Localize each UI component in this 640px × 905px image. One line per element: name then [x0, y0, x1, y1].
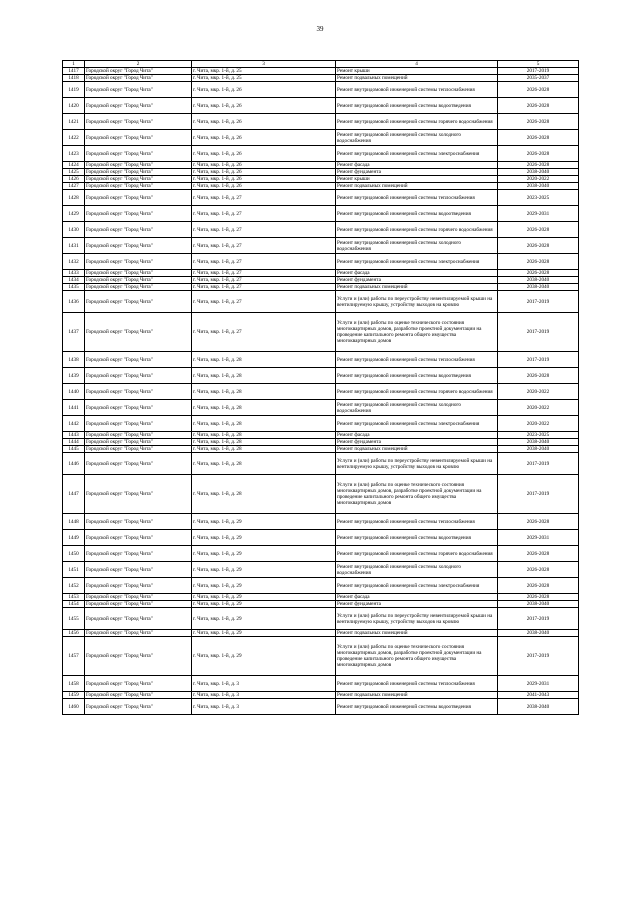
address-cell: г. Чита, мкр. 1-й, д. 27: [192, 284, 336, 291]
table-row: [63, 270, 579, 277]
municipality-cell: Городской округ "Город Чита": [85, 594, 192, 601]
address-cell: г. Чита, мкр. 1-й, д. 29: [192, 578, 336, 594]
work-type-cell: Ремонт фасада: [336, 432, 498, 439]
address-cell: г. Чита, мкр. 1-й, д. 27: [192, 222, 336, 238]
work-type-cell: Ремонт крыши: [336, 68, 498, 75]
table-row: [63, 146, 579, 162]
column-header: 2: [85, 61, 192, 68]
address-cell: г. Чита, мкр. 1-й, д. 28: [192, 432, 336, 439]
address-cell: г. Чита, мкр. 1-й, д. 28: [192, 446, 336, 453]
municipality-cell: Городской округ "Город Чита": [85, 368, 192, 384]
period-cell: 2038-2040: [498, 699, 579, 715]
table-row: [63, 206, 579, 222]
table-row: [63, 68, 579, 75]
municipality-cell: Городской округ "Город Чита": [85, 601, 192, 608]
address-cell: г. Чита, мкр. 1-й, д. 27: [192, 313, 336, 352]
address-cell: г. Чита, мкр. 1-й, д. 28: [192, 475, 336, 514]
period-cell: 2017-2019: [498, 637, 579, 676]
work-type-cell: Ремонт подвальных помещений: [336, 75, 498, 82]
address-cell: г. Чита, мкр. 1-й, д. 25: [192, 68, 336, 75]
municipality-cell: Городской округ "Город Чита": [85, 162, 192, 169]
table-row: [63, 169, 579, 176]
municipality-cell: Городской округ "Город Чита": [85, 270, 192, 277]
row-number-cell: 1453: [63, 594, 85, 601]
period-cell: 2017-2019: [498, 352, 579, 368]
period-cell: 2026-2028: [498, 98, 579, 114]
work-type-cell: Ремонт внутридомовой инженерной системы водоотведения: [336, 206, 498, 222]
row-number-cell: 1460: [63, 699, 85, 715]
row-number-cell: 1439: [63, 368, 85, 384]
address-cell: г. Чита, мкр. 1-й, д. 27: [192, 270, 336, 277]
work-type-cell: Ремонт внутридомовой инженерной системы холодного водоснабжения: [336, 238, 498, 254]
row-number-cell: 1457: [63, 637, 85, 676]
row-number-cell: 1417: [63, 68, 85, 75]
row-number-cell: 1434: [63, 277, 85, 284]
table-row: [63, 608, 579, 630]
municipality-cell: Городской округ "Город Чита": [85, 432, 192, 439]
row-number-cell: 1449: [63, 530, 85, 546]
period-cell: 2017-2019: [498, 313, 579, 352]
address-cell: г. Чита, мкр. 1-й, д. 27: [192, 206, 336, 222]
row-number-cell: 1456: [63, 630, 85, 637]
row-number-cell: 1433: [63, 270, 85, 277]
municipality-cell: Городской округ "Город Чита": [85, 608, 192, 630]
municipality-cell: Городской округ "Город Чита": [85, 637, 192, 676]
work-type-cell: Ремонт внутридомовой инженерной системы водоотведения: [336, 368, 498, 384]
municipality-cell: Городской округ "Город Чита": [85, 530, 192, 546]
address-cell: г. Чита, мкр. 1-й, д. 29: [192, 562, 336, 578]
work-type-cell: Услуги и (или) работы по оценке технического состояния многоквартирных домов, разработке проектной документации на проведение капитального ремонта общего имущества многоквартирных домов: [336, 637, 498, 676]
table-row: [63, 637, 579, 676]
address-cell: г. Чита, мкр. 1-й, д. 26: [192, 183, 336, 190]
period-cell: 2026-2028: [498, 222, 579, 238]
table-row: [63, 446, 579, 453]
row-number-cell: 1428: [63, 190, 85, 206]
table-row: [63, 222, 579, 238]
municipality-cell: Городской округ "Город Чита": [85, 578, 192, 594]
work-type-cell: Ремонт фундамента: [336, 439, 498, 446]
period-cell: 2026-2028: [498, 270, 579, 277]
work-type-cell: Ремонт внутридомовой инженерной системы электроснабжения: [336, 416, 498, 432]
municipality-cell: Городской округ "Город Чита": [85, 190, 192, 206]
table-row: [63, 594, 579, 601]
work-type-cell: Ремонт подвальных помещений: [336, 446, 498, 453]
address-cell: г. Чита, мкр. 1-й, д. 3: [192, 692, 336, 699]
column-header: 4: [336, 61, 498, 68]
municipality-cell: Городской округ "Город Чита": [85, 313, 192, 352]
table-row: [63, 514, 579, 530]
work-type-cell: Ремонт подвальных помещений: [336, 692, 498, 699]
row-number-cell: 1458: [63, 676, 85, 692]
municipality-cell: Городской округ "Город Чита": [85, 146, 192, 162]
address-cell: г. Чита, мкр. 1-й, д. 27: [192, 238, 336, 254]
period-cell: 2026-2028: [498, 162, 579, 169]
row-number-cell: 1443: [63, 432, 85, 439]
work-type-cell: Ремонт подвальных помещений: [336, 183, 498, 190]
work-type-cell: Ремонт внутридомовой инженерной системы теплоснабжения: [336, 82, 498, 98]
period-cell: 2017-2019: [498, 608, 579, 630]
period-cell: 2026-2028: [498, 238, 579, 254]
municipality-cell: Городской округ "Город Чита": [85, 384, 192, 400]
table-body: [63, 61, 579, 715]
row-number-cell: 1454: [63, 601, 85, 608]
table-row: [63, 352, 579, 368]
work-type-cell: Ремонт фундамента: [336, 169, 498, 176]
period-cell: 2026-2028: [498, 130, 579, 146]
row-number-cell: 1430: [63, 222, 85, 238]
municipality-cell: Городской округ "Город Чита": [85, 699, 192, 715]
table-row: [63, 254, 579, 270]
work-type-cell: Ремонт подвальных помещений: [336, 284, 498, 291]
row-number-cell: 1438: [63, 352, 85, 368]
period-cell: 2017-2019: [498, 453, 579, 475]
work-type-cell: Ремонт внутридомовой инженерной системы водоотведения: [336, 530, 498, 546]
table-row: [63, 699, 579, 715]
period-cell: 2026-2028: [498, 594, 579, 601]
period-cell: 2023-2025: [498, 432, 579, 439]
period-cell: 2041-2043: [498, 692, 579, 699]
address-cell: г. Чита, мкр. 1-й, д. 29: [192, 594, 336, 601]
municipality-cell: Городской округ "Город Чита": [85, 546, 192, 562]
address-cell: г. Чита, мкр. 1-й, д. 26: [192, 169, 336, 176]
table-row: [63, 176, 579, 183]
municipality-cell: Городской округ "Город Чита": [85, 254, 192, 270]
table-row: [63, 562, 579, 578]
row-number-cell: 1420: [63, 98, 85, 114]
address-cell: г. Чита, мкр. 1-й, д. 29: [192, 514, 336, 530]
row-number-cell: 1448: [63, 514, 85, 530]
work-type-cell: Услуги и (или) работы по оценке технического состояния многоквартирных домов, разработке проектной документации на проведение капитального ремонта общего имущества многоквартирных домов: [336, 313, 498, 352]
municipality-cell: Городской округ "Город Чита": [85, 352, 192, 368]
address-cell: г. Чита, мкр. 1-й, д. 25: [192, 75, 336, 82]
work-type-cell: Ремонт фундамента: [336, 277, 498, 284]
municipality-cell: Городской округ "Город Чита": [85, 82, 192, 98]
municipality-cell: Городской округ "Город Чита": [85, 169, 192, 176]
row-number-cell: 1450: [63, 546, 85, 562]
address-cell: г. Чита, мкр. 1-й, д. 29: [192, 637, 336, 676]
page-number: 39: [316, 25, 324, 33]
work-type-cell: Ремонт фундамента: [336, 601, 498, 608]
row-number-cell: 1431: [63, 238, 85, 254]
work-type-cell: Услуги и (или) работы по переустройству невентилируемой крыши на вентилируемую крышу, устройству выходов на кровлю: [336, 291, 498, 313]
row-number-cell: 1425: [63, 169, 85, 176]
period-cell: 2026-2028: [498, 546, 579, 562]
period-cell: 2017-2019: [498, 291, 579, 313]
municipality-cell: Городской округ "Город Чита": [85, 453, 192, 475]
row-number-cell: 1459: [63, 692, 85, 699]
address-cell: г. Чита, мкр. 1-й, д. 26: [192, 114, 336, 130]
row-number-cell: 1418: [63, 75, 85, 82]
municipality-cell: Городской округ "Город Чита": [85, 277, 192, 284]
period-cell: 2038-2040: [498, 439, 579, 446]
row-number-cell: 1446: [63, 453, 85, 475]
table-row: [63, 162, 579, 169]
municipality-cell: Городской округ "Город Чита": [85, 676, 192, 692]
table-row: [63, 313, 579, 352]
row-number-cell: 1441: [63, 400, 85, 416]
address-cell: г. Чита, мкр. 1-й, д. 29: [192, 630, 336, 637]
work-type-cell: Ремонт внутридомовой инженерной системы водоотведения: [336, 98, 498, 114]
column-header: 1: [63, 61, 85, 68]
municipality-cell: Городской округ "Город Чита": [85, 114, 192, 130]
work-type-cell: Ремонт внутридомовой инженерной системы электроснабжения: [336, 254, 498, 270]
row-number-cell: 1452: [63, 578, 85, 594]
municipality-cell: Городской округ "Город Чита": [85, 446, 192, 453]
table-row: [63, 630, 579, 637]
municipality-cell: Городской округ "Город Чита": [85, 284, 192, 291]
table-row: [63, 475, 579, 514]
municipality-cell: Городской округ "Город Чита": [85, 68, 192, 75]
address-cell: г. Чита, мкр. 1-й, д. 27: [192, 254, 336, 270]
table-row: [63, 416, 579, 432]
row-number-cell: 1437: [63, 313, 85, 352]
table-row: [63, 368, 579, 384]
municipality-cell: Городской округ "Город Чита": [85, 75, 192, 82]
table-row: [63, 291, 579, 313]
period-cell: 2026-2028: [498, 254, 579, 270]
work-type-cell: Ремонт внутридомовой инженерной системы холодного водоснабжения: [336, 400, 498, 416]
address-cell: г. Чита, мкр. 1-й, д. 26: [192, 176, 336, 183]
row-number-cell: 1455: [63, 608, 85, 630]
period-cell: 2038-2040: [498, 630, 579, 637]
period-cell: 2038-2040: [498, 284, 579, 291]
address-cell: г. Чита, мкр. 1-й, д. 28: [192, 352, 336, 368]
municipality-cell: Городской округ "Город Чита": [85, 439, 192, 446]
municipality-cell: Городской округ "Город Чита": [85, 222, 192, 238]
table-row: [63, 238, 579, 254]
table-row: [63, 692, 579, 699]
municipality-cell: Городской округ "Город Чита": [85, 630, 192, 637]
work-type-cell: Услуги и (или) работы по переустройству невентилируемой крыши на вентилируемую крышу, устройству выходов на кровлю: [336, 453, 498, 475]
work-type-cell: Ремонт подвальных помещений: [336, 630, 498, 637]
row-number-cell: 1424: [63, 162, 85, 169]
municipality-cell: Городской округ "Город Чита": [85, 514, 192, 530]
row-number-cell: 1440: [63, 384, 85, 400]
address-cell: г. Чита, мкр. 1-й, д. 28: [192, 439, 336, 446]
row-number-cell: 1444: [63, 439, 85, 446]
work-type-cell: Ремонт фасада: [336, 162, 498, 169]
row-number-cell: 1445: [63, 446, 85, 453]
address-cell: г. Чита, мкр. 1-й, д. 29: [192, 608, 336, 630]
table-row: [63, 190, 579, 206]
period-cell: 2026-2028: [498, 578, 579, 594]
period-cell: 2023-2025: [498, 190, 579, 206]
municipality-cell: Городской округ "Город Чита": [85, 400, 192, 416]
table-row: [63, 601, 579, 608]
column-header: 5: [498, 61, 579, 68]
address-cell: г. Чита, мкр. 1-й, д. 28: [192, 384, 336, 400]
address-cell: г. Чита, мкр. 1-й, д. 27: [192, 291, 336, 313]
table-row: [63, 400, 579, 416]
table-header-row: [63, 61, 579, 68]
work-type-cell: Ремонт внутридомовой инженерной системы холодного водоснабжения: [336, 562, 498, 578]
address-cell: г. Чита, мкр. 1-й, д. 26: [192, 98, 336, 114]
period-cell: 2026-2028: [498, 368, 579, 384]
row-number-cell: 1422: [63, 130, 85, 146]
work-type-cell: Ремонт внутридомовой инженерной системы теплоснабжения: [336, 676, 498, 692]
period-cell: 2026-2028: [498, 82, 579, 98]
table-row: [63, 114, 579, 130]
row-number-cell: 1429: [63, 206, 85, 222]
address-cell: г. Чита, мкр. 1-й, д. 28: [192, 368, 336, 384]
address-cell: г. Чита, мкр. 1-й, д. 3: [192, 699, 336, 715]
row-number-cell: 1447: [63, 475, 85, 514]
work-type-cell: Ремонт внутридомовой инженерной системы теплоснабжения: [336, 352, 498, 368]
period-cell: 2020-2022: [498, 400, 579, 416]
address-cell: г. Чита, мкр. 1-й, д. 27: [192, 190, 336, 206]
period-cell: 2026-2028: [498, 562, 579, 578]
work-type-cell: Ремонт внутридомовой инженерной системы холодного водоснабжения: [336, 130, 498, 146]
address-cell: г. Чита, мкр. 1-й, д. 29: [192, 530, 336, 546]
period-cell: 2020-2022: [498, 384, 579, 400]
row-number-cell: 1432: [63, 254, 85, 270]
period-cell: 2029-2031: [498, 206, 579, 222]
work-type-cell: Услуги и (или) работы по оценке технического состояния многоквартирных домов, разработке проектной документации на проведение капитального ремонта общего имущества многоквартирных домов: [336, 475, 498, 514]
row-number-cell: 1451: [63, 562, 85, 578]
table-row: [63, 277, 579, 284]
period-cell: 2038-2040: [498, 169, 579, 176]
work-type-cell: Ремонт крыши: [336, 176, 498, 183]
row-number-cell: 1421: [63, 114, 85, 130]
work-type-cell: Ремонт внутридомовой инженерной системы горячего водоснабжения: [336, 222, 498, 238]
table-row: [63, 676, 579, 692]
address-cell: г. Чита, мкр. 1-й, д. 27: [192, 277, 336, 284]
municipality-cell: Городской округ "Город Чита": [85, 475, 192, 514]
period-cell: 2026-2028: [498, 514, 579, 530]
period-cell: 2038-2040: [498, 277, 579, 284]
municipality-cell: Городской округ "Город Чита": [85, 416, 192, 432]
period-cell: 2038-2040: [498, 446, 579, 453]
period-cell: 2020-2022: [498, 176, 579, 183]
period-cell: 2035-2037: [498, 75, 579, 82]
row-number-cell: 1436: [63, 291, 85, 313]
work-type-cell: Ремонт внутридомовой инженерной системы горячего водоснабжения: [336, 114, 498, 130]
period-cell: 2026-2028: [498, 146, 579, 162]
work-type-cell: Ремонт фасада: [336, 594, 498, 601]
address-cell: г. Чита, мкр. 1-й, д. 3: [192, 676, 336, 692]
row-number-cell: 1423: [63, 146, 85, 162]
table-row: [63, 284, 579, 291]
work-type-cell: Ремонт внутридомовой инженерной системы теплоснабжения: [336, 514, 498, 530]
table-row: [63, 98, 579, 114]
municipality-cell: Городской округ "Город Чита": [85, 562, 192, 578]
capital-repair-table: [62, 60, 579, 715]
table-row: [63, 75, 579, 82]
period-cell: 2020-2022: [498, 416, 579, 432]
period-cell: 2038-2040: [498, 601, 579, 608]
address-cell: г. Чита, мкр. 1-й, д. 26: [192, 146, 336, 162]
table-row: [63, 546, 579, 562]
address-cell: г. Чита, мкр. 1-й, д. 29: [192, 601, 336, 608]
work-type-cell: Ремонт внутридомовой инженерной системы водоотведения: [336, 699, 498, 715]
municipality-cell: Городской округ "Город Чита": [85, 206, 192, 222]
work-type-cell: Ремонт внутридомовой инженерной системы теплоснабжения: [336, 190, 498, 206]
table-row: [63, 183, 579, 190]
address-cell: г. Чита, мкр. 1-й, д. 29: [192, 546, 336, 562]
address-cell: г. Чита, мкр. 1-й, д. 26: [192, 82, 336, 98]
address-cell: г. Чита, мкр. 1-й, д. 26: [192, 162, 336, 169]
address-cell: г. Чита, мкр. 1-й, д. 28: [192, 400, 336, 416]
period-cell: 2038-2040: [498, 183, 579, 190]
work-type-cell: Услуги и (или) работы по переустройству невентилируемой крыши на вентилируемую крышу, устройству выходов на кровлю: [336, 608, 498, 630]
column-header: 3: [192, 61, 336, 68]
address-cell: г. Чита, мкр. 1-й, д. 28: [192, 453, 336, 475]
period-cell: 2017-2019: [498, 475, 579, 514]
table-row: [63, 578, 579, 594]
work-type-cell: Ремонт внутридомовой инженерной системы горячего водоснабжения: [336, 546, 498, 562]
row-number-cell: 1442: [63, 416, 85, 432]
work-type-cell: Ремонт внутридомовой инженерной системы электроснабжения: [336, 578, 498, 594]
work-type-cell: Ремонт внутридомовой инженерной системы электроснабжения: [336, 146, 498, 162]
table-row: [63, 82, 579, 98]
period-cell: 2029-2031: [498, 530, 579, 546]
row-number-cell: 1427: [63, 183, 85, 190]
municipality-cell: Городской округ "Город Чита": [85, 130, 192, 146]
municipality-cell: Городской округ "Город Чита": [85, 98, 192, 114]
table-row: [63, 530, 579, 546]
work-type-cell: Ремонт внутридомовой инженерной системы горячего водоснабжения: [336, 384, 498, 400]
table-row: [63, 130, 579, 146]
row-number-cell: 1419: [63, 82, 85, 98]
period-cell: 2029-2031: [498, 676, 579, 692]
address-cell: г. Чита, мкр. 1-й, д. 28: [192, 416, 336, 432]
table-row: [63, 453, 579, 475]
municipality-cell: Городской округ "Город Чита": [85, 692, 192, 699]
row-number-cell: 1426: [63, 176, 85, 183]
row-number-cell: 1435: [63, 284, 85, 291]
period-cell: 2026-2028: [498, 114, 579, 130]
table-row: [63, 384, 579, 400]
table-row: [63, 432, 579, 439]
address-cell: г. Чита, мкр. 1-й, д. 26: [192, 130, 336, 146]
municipality-cell: Городской округ "Город Чита": [85, 183, 192, 190]
period-cell: 2017-2019: [498, 68, 579, 75]
municipality-cell: Городской округ "Город Чита": [85, 291, 192, 313]
work-type-cell: Ремонт фасада: [336, 270, 498, 277]
municipality-cell: Городской округ "Город Чита": [85, 238, 192, 254]
municipality-cell: Городской округ "Город Чита": [85, 176, 192, 183]
table-row: [63, 439, 579, 446]
